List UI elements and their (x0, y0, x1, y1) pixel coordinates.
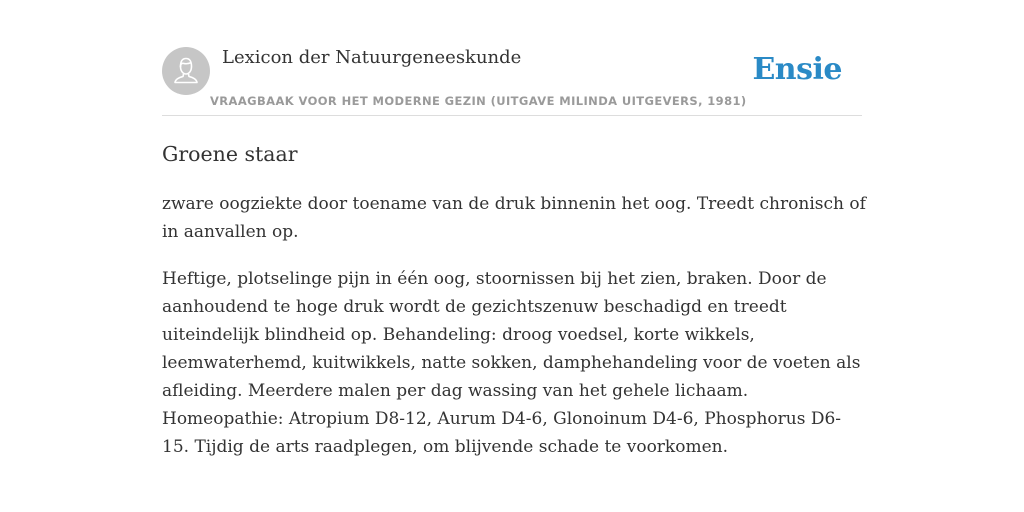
source-title-link[interactable]: Lexicon der Natuurgeneeskunde (222, 47, 522, 68)
entry-definition-paragraph: zware oogziekte door toename van de druk binnenin het oog. Treedt chronisch of in aanvallen op. (162, 194, 866, 242)
source-subtitle: VRAAGBAAK VOOR HET MODERNE GEZIN (UITGAVE MILINDA UITGEVERS, 1981) (210, 94, 747, 108)
source-header (162, 44, 862, 116)
user-silhouette-icon (162, 47, 210, 95)
ensie-logo-link[interactable]: Ensie (752, 52, 842, 87)
entry-description-paragraph: Heftige, plotselinge pijn in één oog, stoornissen bij het zien, braken. Door de aanhoudend te hoge druk wordt de gezichtszenuw beschadigd en treedt uiteindelijk blindheid op. Behandeling: droog voedsel, korte wikkels, leemwaterhemd, kuitwikkels, natte sokken, damphehandeling voor de voeten als afleiding. Meerdere malen per dag wassing van het gehele lichaam. Homeopathie: Atropium D8-12, Aurum D4-6, Glonoinum D4-6, Phosphorus D6-15. Tijdig de arts raadplegen, om blijvende schade te voorkomen. (162, 269, 861, 457)
definition-card (162, 44, 866, 461)
source-avatar[interactable] (162, 47, 210, 95)
entry-term-title: Groene staar (162, 142, 298, 166)
